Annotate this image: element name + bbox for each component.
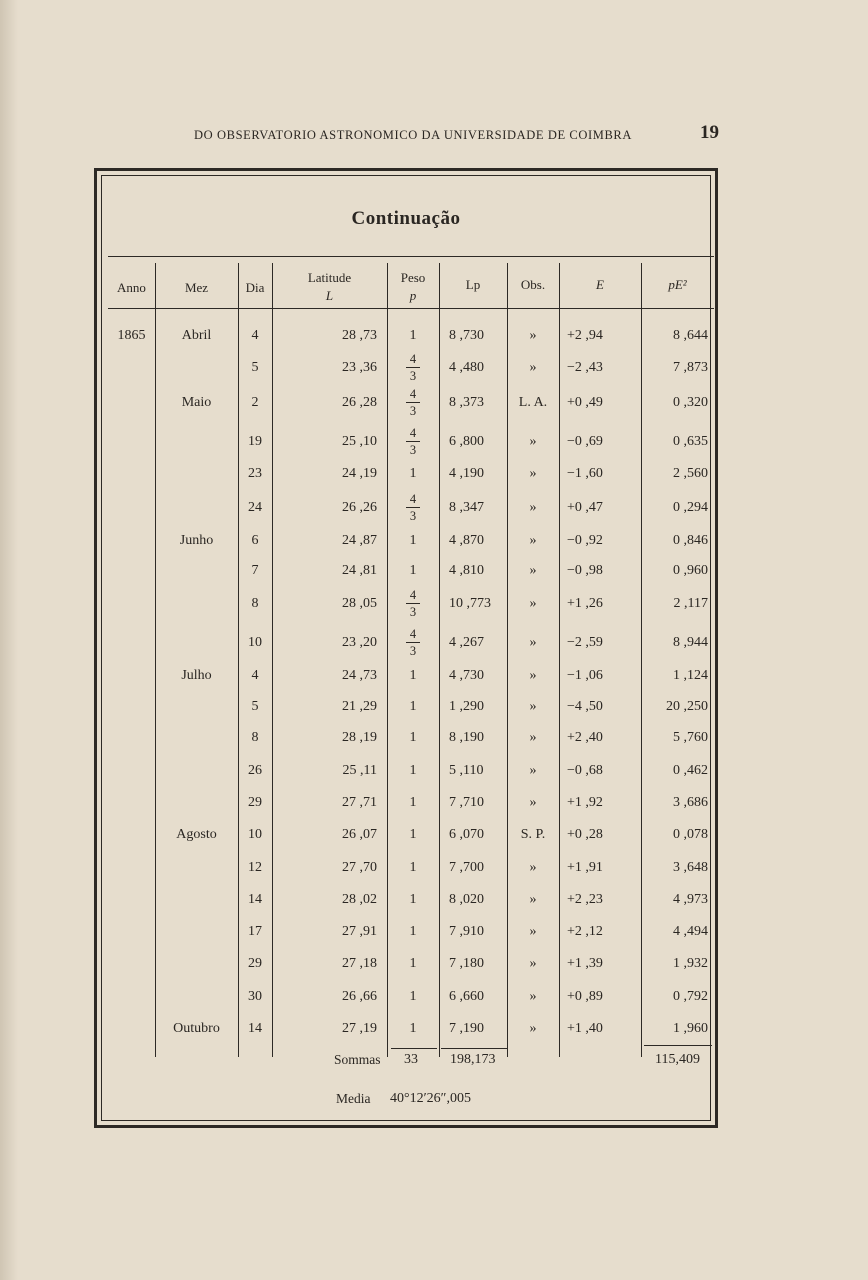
cell-e: −0 ,98 — [567, 563, 603, 578]
cell-lp: 4 ,810 — [449, 563, 484, 578]
cell-latitude: 24 ,81 — [342, 563, 377, 578]
cell-obs: » — [529, 699, 537, 714]
cell-pe2: 2 ,560 — [673, 466, 708, 481]
cell-lp: 1 ,290 — [449, 699, 484, 714]
fraction-denominator: 3 — [409, 509, 417, 523]
cell-peso: 1 — [409, 668, 417, 683]
cell-obs: » — [529, 635, 537, 650]
media-label: Media — [336, 1091, 371, 1106]
cell-e: −1 ,60 — [567, 466, 603, 481]
cell-peso: 1 — [409, 1021, 417, 1036]
cell-e: −4 ,50 — [567, 699, 603, 714]
cell-dia: 4 — [251, 328, 259, 343]
anno-mez-divider — [155, 263, 156, 1057]
cell-mez: Julho — [181, 668, 212, 683]
cell-e: +2 ,23 — [567, 892, 603, 907]
cell-latitude: 24 ,19 — [342, 466, 377, 481]
fraction-bar — [406, 507, 420, 508]
cell-obs: » — [529, 956, 537, 971]
cell-mez: Junho — [179, 533, 214, 548]
cell-lp: 10 ,773 — [449, 596, 491, 611]
cell-pe2: 2 ,117 — [673, 596, 708, 611]
cell-lp: 8 ,730 — [449, 328, 484, 343]
cell-pe2: 8 ,944 — [673, 635, 708, 650]
cell-anno: 1865 — [117, 328, 146, 343]
cell-e: +2 ,94 — [567, 328, 603, 343]
cell-dia: 7 — [251, 563, 259, 578]
cell-lp: 8 ,373 — [449, 395, 484, 410]
header-anno: Anno — [117, 280, 146, 295]
cell-peso: 1 — [409, 730, 417, 745]
cell-lp: 7 ,910 — [449, 924, 484, 939]
cell-peso-fraction — [403, 352, 423, 383]
cell-e: +0 ,28 — [567, 827, 603, 842]
sum-rule-pe2 — [644, 1045, 712, 1046]
cell-dia: 10 — [248, 635, 262, 650]
cell-latitude: 23 ,36 — [342, 360, 377, 375]
page-number: 19 — [700, 122, 719, 143]
cell-pe2: 0 ,792 — [673, 989, 708, 1004]
cell-pe2: 3 ,648 — [673, 860, 708, 875]
fraction-numerator: 4 — [409, 426, 417, 440]
fraction-denominator: 3 — [409, 369, 417, 383]
cell-e: +0 ,47 — [567, 500, 603, 515]
sommas-peso: 33 — [404, 1052, 418, 1067]
cell-dia: 5 — [251, 360, 259, 375]
cell-dia: 23 — [248, 466, 262, 481]
cell-e: +0 ,49 — [567, 395, 603, 410]
cell-e: +1 ,26 — [567, 596, 603, 611]
cell-pe2: 7 ,873 — [673, 360, 708, 375]
cell-dia: 5 — [251, 699, 259, 714]
cell-mez: Outubro — [173, 1021, 220, 1036]
cell-lp: 7 ,710 — [449, 795, 484, 810]
cell-obs: » — [529, 924, 537, 939]
cell-dia: 6 — [251, 533, 259, 548]
cell-e: +2 ,12 — [567, 924, 603, 939]
cell-dia: 10 — [248, 827, 262, 842]
cell-lp: 4 ,267 — [449, 635, 484, 650]
fraction-numerator: 4 — [409, 352, 417, 366]
header-latitude: Latitude — [307, 270, 352, 285]
cell-dia: 19 — [248, 434, 262, 449]
cell-peso: 1 — [409, 892, 417, 907]
fraction-denominator: 3 — [409, 605, 417, 619]
cell-obs: S. P. — [520, 827, 546, 842]
cell-obs: » — [529, 596, 537, 611]
cell-obs: » — [529, 763, 537, 778]
cell-pe2: 1 ,932 — [673, 956, 708, 971]
cell-lp: 6 ,660 — [449, 989, 484, 1004]
cell-peso: 1 — [409, 533, 417, 548]
cell-peso-fraction — [403, 492, 423, 523]
cell-e: +1 ,92 — [567, 795, 603, 810]
cell-obs: » — [529, 668, 537, 683]
cell-pe2: 1 ,124 — [673, 668, 708, 683]
header-dia: Dia — [245, 280, 265, 295]
cell-lp: 7 ,700 — [449, 860, 484, 875]
cell-peso-fraction — [403, 387, 423, 418]
cell-e: +0 ,89 — [567, 989, 603, 1004]
cell-pe2: 20 ,250 — [666, 699, 708, 714]
cell-dia: 14 — [248, 1021, 262, 1036]
header-obs: Obs. — [520, 277, 546, 292]
cell-latitude: 26 ,28 — [342, 395, 377, 410]
cell-lp: 4 ,870 — [449, 533, 484, 548]
cell-pe2: 0 ,320 — [673, 395, 708, 410]
running-head: DO OBSERVATORIO ASTRONOMICO DA UNIVERSIDADE DE COIMBRA — [194, 128, 632, 142]
fraction-denominator: 3 — [409, 644, 417, 658]
cell-e: −2 ,59 — [567, 635, 603, 650]
cell-latitude: 24 ,87 — [342, 533, 377, 548]
header-e: E — [596, 277, 604, 292]
cell-obs: » — [529, 989, 537, 1004]
cell-peso: 1 — [409, 827, 417, 842]
cell-pe2: 4 ,973 — [673, 892, 708, 907]
cell-latitude: 28 ,02 — [342, 892, 377, 907]
cell-peso-fraction — [403, 426, 423, 457]
cell-e: −0 ,92 — [567, 533, 603, 548]
header-peso: Peso — [400, 270, 426, 285]
cell-obs: » — [529, 1021, 537, 1036]
cell-peso: 1 — [409, 328, 417, 343]
cell-mez: Abril — [181, 328, 212, 343]
sommas-label: Sommas — [334, 1052, 381, 1067]
sommas-pe2: 115,409 — [655, 1052, 700, 1067]
cell-e: +1 ,91 — [567, 860, 603, 875]
header-lp: Lp — [465, 277, 481, 292]
cell-latitude: 28 ,73 — [342, 328, 377, 343]
cell-dia: 2 — [251, 395, 259, 410]
cell-lp: 8 ,347 — [449, 500, 484, 515]
cell-dia: 4 — [251, 668, 259, 683]
cell-dia: 8 — [251, 596, 259, 611]
cell-latitude: 27 ,91 — [342, 924, 377, 939]
cell-latitude: 27 ,70 — [342, 860, 377, 875]
header-latitude-symbol: L — [325, 288, 334, 303]
cell-pe2: 4 ,494 — [673, 924, 708, 939]
cell-obs: L. A. — [518, 395, 548, 410]
cell-pe2: 1 ,960 — [673, 1021, 708, 1036]
cell-obs: » — [529, 466, 537, 481]
cell-pe2: 0 ,846 — [673, 533, 708, 548]
cell-pe2: 8 ,644 — [673, 328, 708, 343]
fraction-numerator: 4 — [409, 492, 417, 506]
cell-e: −0 ,69 — [567, 434, 603, 449]
cell-latitude: 26 ,66 — [342, 989, 377, 1004]
cell-peso: 1 — [409, 860, 417, 875]
cell-peso: 1 — [409, 466, 417, 481]
cell-lp: 4 ,730 — [449, 668, 484, 683]
cell-mez: Agosto — [176, 827, 217, 842]
cell-dia: 24 — [248, 500, 262, 515]
cell-pe2: 0 ,960 — [673, 563, 708, 578]
cell-obs: » — [529, 795, 537, 810]
fraction-bar — [406, 642, 420, 643]
media-value: 40°12′26″,005 — [390, 1091, 471, 1106]
cell-peso: 1 — [409, 795, 417, 810]
cell-obs: » — [529, 434, 537, 449]
fraction-denominator: 3 — [409, 404, 417, 418]
table-frame-inner — [101, 175, 711, 1121]
header-peso-symbol: p — [409, 288, 417, 303]
cell-dia: 29 — [248, 956, 262, 971]
cell-pe2: 0 ,635 — [673, 434, 708, 449]
fraction-numerator: 4 — [409, 387, 417, 401]
cell-obs: » — [529, 328, 537, 343]
obs-e-divider — [559, 263, 560, 1057]
cell-lp: 7 ,180 — [449, 956, 484, 971]
sum-rule-peso — [391, 1048, 437, 1049]
cell-latitude: 25 ,10 — [342, 434, 377, 449]
cell-e: +1 ,40 — [567, 1021, 603, 1036]
cell-obs: » — [529, 360, 537, 375]
fraction-numerator: 4 — [409, 588, 417, 602]
cell-latitude: 28 ,05 — [342, 596, 377, 611]
cell-latitude: 24 ,73 — [342, 668, 377, 683]
cell-lp: 8 ,190 — [449, 730, 484, 745]
cell-latitude: 21 ,29 — [342, 699, 377, 714]
fraction-bar — [406, 603, 420, 604]
cell-lp: 8 ,020 — [449, 892, 484, 907]
page-gutter — [0, 0, 18, 1280]
cell-dia: 17 — [248, 924, 262, 939]
cell-pe2: 5 ,760 — [673, 730, 708, 745]
cell-lp: 4 ,480 — [449, 360, 484, 375]
sommas-lp: 198,173 — [450, 1052, 496, 1067]
cell-pe2: 0 ,462 — [673, 763, 708, 778]
cell-e: −0 ,68 — [567, 763, 603, 778]
cell-e: +1 ,39 — [567, 956, 603, 971]
cell-latitude: 27 ,19 — [342, 1021, 377, 1036]
cell-peso: 1 — [409, 763, 417, 778]
header-top-rule — [108, 256, 714, 257]
cell-latitude: 27 ,71 — [342, 795, 377, 810]
cell-obs: » — [529, 533, 537, 548]
fraction-bar — [406, 402, 420, 403]
cell-dia: 26 — [248, 763, 262, 778]
header-bottom-rule — [108, 308, 714, 309]
cell-lp: 4 ,190 — [449, 466, 484, 481]
cell-lp: 7 ,190 — [449, 1021, 484, 1036]
cell-peso: 1 — [409, 924, 417, 939]
fraction-bar — [406, 441, 420, 442]
cell-mez: Maio — [181, 395, 212, 410]
cell-obs: » — [529, 892, 537, 907]
peso-lp-divider — [439, 263, 440, 1057]
cell-peso: 1 — [409, 563, 417, 578]
sum-rule-lp — [441, 1048, 507, 1049]
cell-lp: 6 ,070 — [449, 827, 484, 842]
header-mez: Mez — [184, 280, 209, 295]
cell-latitude: 25 ,11 — [342, 763, 377, 778]
table-frame — [94, 168, 718, 1128]
cell-e: +2 ,40 — [567, 730, 603, 745]
cell-peso-fraction — [403, 627, 423, 658]
cell-lp: 5 ,110 — [449, 763, 484, 778]
cell-pe2: 0 ,294 — [673, 500, 708, 515]
cell-obs: » — [529, 730, 537, 745]
cell-latitude: 27 ,18 — [342, 956, 377, 971]
cell-peso: 1 — [409, 699, 417, 714]
cell-pe2: 0 ,078 — [673, 827, 708, 842]
cell-latitude: 28 ,19 — [342, 730, 377, 745]
cell-dia: 29 — [248, 795, 262, 810]
fraction-numerator: 4 — [409, 627, 417, 641]
header-pe2: pE² — [668, 277, 687, 292]
cell-peso-fraction — [403, 588, 423, 619]
cell-peso: 1 — [409, 989, 417, 1004]
cell-dia: 30 — [248, 989, 262, 1004]
cell-obs: » — [529, 563, 537, 578]
cell-e: −2 ,43 — [567, 360, 603, 375]
cell-latitude: 26 ,26 — [342, 500, 377, 515]
fraction-bar — [406, 367, 420, 368]
fraction-denominator: 3 — [409, 443, 417, 457]
cell-dia: 12 — [248, 860, 262, 875]
cell-latitude: 23 ,20 — [342, 635, 377, 650]
cell-latitude: 26 ,07 — [342, 827, 377, 842]
cell-obs: » — [529, 860, 537, 875]
cell-lp: 6 ,800 — [449, 434, 484, 449]
cell-pe2: 3 ,686 — [673, 795, 708, 810]
cell-e: −1 ,06 — [567, 668, 603, 683]
cell-obs: » — [529, 500, 537, 515]
cell-dia: 14 — [248, 892, 262, 907]
table-title: Continuação — [351, 208, 461, 229]
cell-peso: 1 — [409, 956, 417, 971]
cell-dia: 8 — [251, 730, 259, 745]
